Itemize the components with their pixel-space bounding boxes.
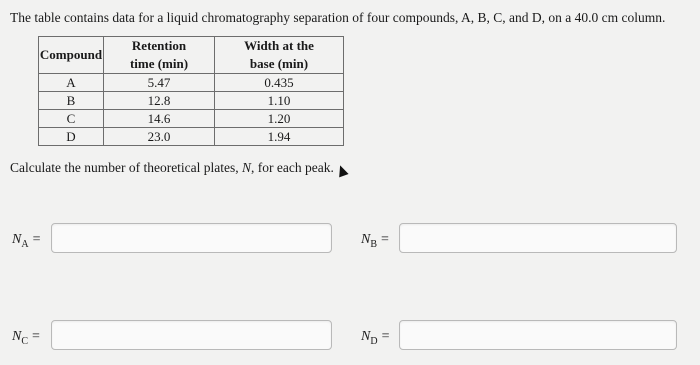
compound-cell: D bbox=[39, 128, 104, 146]
answer-input-n-c[interactable] bbox=[51, 320, 332, 350]
label-n-a: $N_A$ = bbox=[12, 232, 41, 250]
instruction-text bbox=[10, 160, 334, 176]
retention-cell: 5.47 bbox=[104, 74, 215, 92]
answer-input-n-b[interactable] bbox=[399, 223, 677, 253]
table-row bbox=[39, 128, 344, 146]
retention-cell: 14.6 bbox=[104, 110, 215, 128]
chromatography-data-table bbox=[38, 36, 344, 146]
header-compound: Compound bbox=[39, 37, 104, 74]
mouse-pointer-icon bbox=[335, 164, 348, 178]
instruction-after: , for each peak. bbox=[251, 160, 334, 175]
label-n-b: $N_B$ = bbox=[361, 232, 389, 250]
label-n-c: $N_C$ = bbox=[12, 329, 40, 347]
width-cell: 0.435 bbox=[215, 74, 344, 92]
answer-input-n-d[interactable] bbox=[399, 320, 677, 350]
header-retention-line1: Retention bbox=[104, 37, 215, 56]
header-width-line1: Width at the bbox=[215, 37, 344, 56]
width-cell: 1.94 bbox=[215, 128, 344, 146]
width-cell: 1.10 bbox=[215, 92, 344, 110]
table-row bbox=[39, 74, 344, 92]
header-width-line2: base (min) bbox=[215, 55, 344, 74]
compound-cell: C bbox=[39, 110, 104, 128]
label-n-d: $N_D$ = bbox=[361, 329, 390, 347]
answer-input-n-a[interactable] bbox=[51, 223, 332, 253]
compound-cell: B bbox=[39, 92, 104, 110]
table-row bbox=[39, 110, 344, 128]
instruction-before: Calculate the number of theoretical plates, bbox=[10, 160, 243, 175]
retention-cell: 12.8 bbox=[104, 92, 215, 110]
retention-cell: 23.0 bbox=[104, 128, 215, 146]
compound-cell: A bbox=[39, 74, 104, 92]
header-retention-line2: time (min) bbox=[104, 55, 215, 74]
table-row bbox=[39, 92, 344, 110]
problem-intro: The table contains data for a liquid chromatography separation of four compounds, A, B, C, and D, on a 40.0 cm column. bbox=[10, 10, 666, 25]
instruction-variable: N bbox=[242, 160, 252, 175]
width-cell: 1.20 bbox=[215, 110, 344, 128]
